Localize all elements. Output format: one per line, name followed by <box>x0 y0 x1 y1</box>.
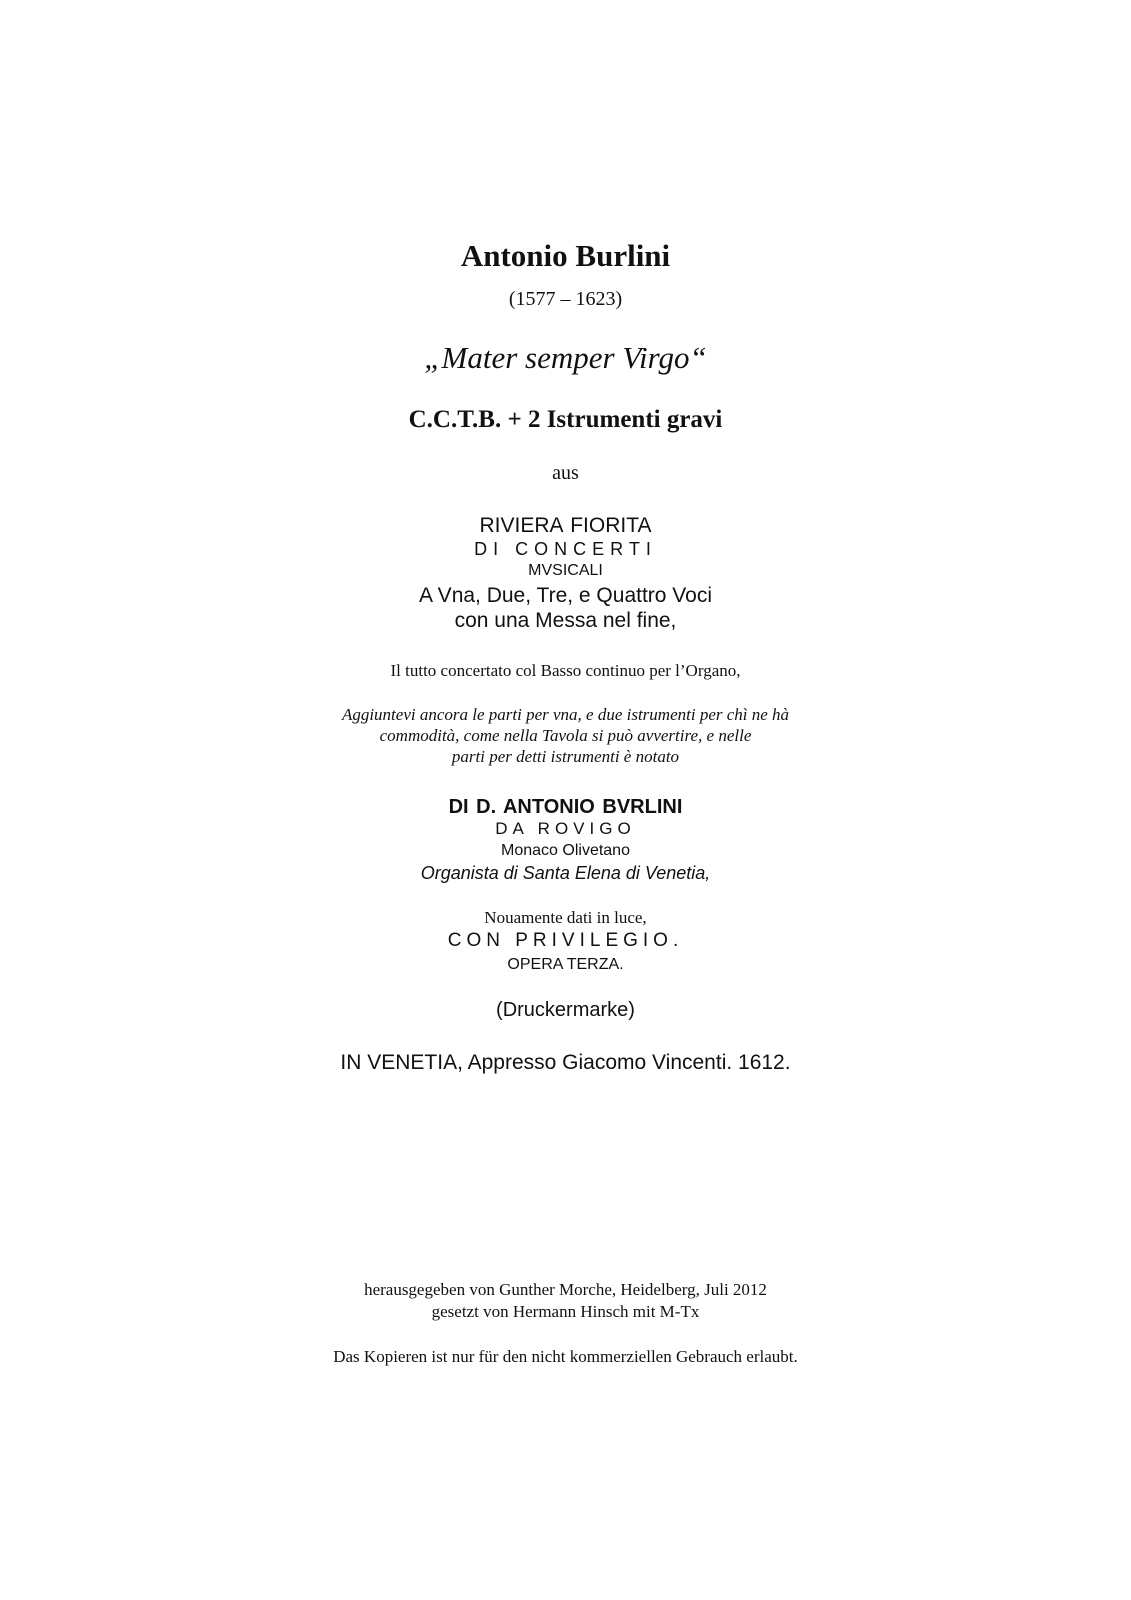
author-line4: Organista di Santa Elena di Venetia, <box>420 863 711 883</box>
publication-line1: Nouamente dati in luce, <box>484 908 647 927</box>
composer-dates: (1577 – 1623) <box>508 288 623 310</box>
imprint-line: IN VENETIA, Appresso Giacomo Vincenti. 1612. <box>340 1051 791 1074</box>
license-notice: Das Kopieren ist nur für den nicht kommerziellen Gebrauch erlaubt. <box>333 1347 798 1366</box>
composer-name: Antonio Burlini <box>460 238 671 273</box>
scoring: C.C.T.B. + 2 Istrumenti gravi <box>408 406 723 433</box>
italic-line3: parti per detti istrumenti è notato <box>451 747 680 766</box>
source-title-line3: MVSICALI <box>528 562 603 579</box>
source-title-line1: RIVIERA FIORITA <box>479 514 652 537</box>
printer-mark-note: (Druckermarke) <box>496 999 635 1021</box>
source-title-line4: A Vna, Due, Tre, e Quattro Voci <box>419 584 712 607</box>
source-title-line2: DI CONCERTI <box>474 539 657 559</box>
author-line3: Monaco Olivetano <box>501 842 630 859</box>
author-line1: DI D. ANTONIO BVRLINI <box>448 796 683 818</box>
privilege-line: CON PRIVILEGIO. <box>447 930 684 951</box>
continuo-line: Il tutto concertato col Basso continuo per l’Organo, <box>390 661 741 680</box>
from-label: aus <box>552 462 579 484</box>
italic-line1: Aggiuntevi ancora le parti per vna, e due istrumenti per chì ne hà <box>341 705 790 724</box>
italic-line2: commodità, come nella Tavola si può avvertire, e nelle <box>379 726 752 745</box>
typesetter-credit: gesetzt von Hermann Hinsch mit M-Tx <box>431 1302 700 1321</box>
source-title-line5: con una Messa nel fine, <box>454 609 677 632</box>
opus-line: OPERA TERZA. <box>507 956 624 973</box>
editor-credit: herausgegeben von Gunther Morche, Heidelberg, Juli 2012 <box>364 1280 767 1299</box>
author-line2: DA ROVIGO <box>495 819 636 838</box>
work-title: „Mater semper Virgo“ <box>424 340 707 375</box>
